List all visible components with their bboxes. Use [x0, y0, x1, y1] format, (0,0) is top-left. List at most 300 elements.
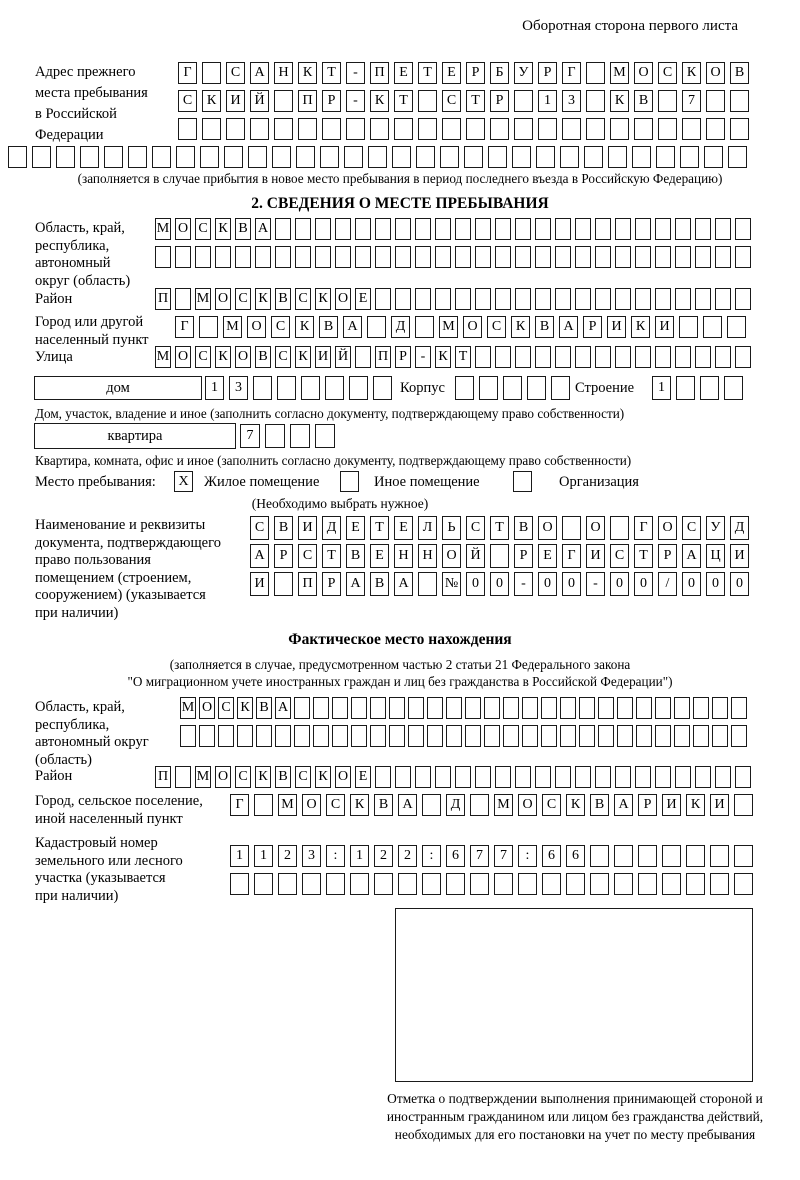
char-cell[interactable]	[715, 218, 731, 240]
char-cell[interactable]	[302, 873, 321, 895]
char-cell[interactable]: В	[634, 90, 653, 112]
char-cell[interactable]	[296, 146, 315, 168]
char-cell[interactable]	[706, 118, 725, 140]
char-cell[interactable]	[560, 725, 576, 747]
char-cell[interactable]: 1	[350, 845, 369, 867]
char-cell[interactable]	[695, 288, 711, 310]
char-cell[interactable]: К	[295, 346, 311, 368]
char-cell[interactable]	[579, 725, 595, 747]
char-cell[interactable]: А	[614, 794, 633, 816]
char-cell[interactable]	[373, 376, 392, 400]
char-cell[interactable]	[686, 845, 705, 867]
char-cell[interactable]: Н	[418, 544, 437, 568]
char-cell[interactable]	[315, 246, 331, 268]
char-cell[interactable]: 7	[682, 90, 701, 112]
char-cell[interactable]	[595, 346, 611, 368]
char-cell[interactable]	[389, 697, 405, 719]
char-cell[interactable]: Й	[466, 544, 485, 568]
char-cell[interactable]	[695, 218, 711, 240]
char-cell[interactable]	[514, 90, 533, 112]
char-cell[interactable]	[455, 246, 471, 268]
char-cell[interactable]: 2	[374, 845, 393, 867]
char-cell[interactable]: В	[274, 516, 293, 540]
char-cell[interactable]: О	[586, 516, 605, 540]
char-cell[interactable]	[522, 697, 538, 719]
char-cell[interactable]	[662, 873, 681, 895]
char-cell[interactable]	[635, 218, 651, 240]
char-cell[interactable]	[655, 766, 671, 788]
char-cell[interactable]: К	[255, 288, 271, 310]
char-cell[interactable]: В	[590, 794, 609, 816]
char-cell[interactable]	[595, 288, 611, 310]
char-cell[interactable]	[272, 146, 291, 168]
char-cell[interactable]: И	[655, 316, 674, 338]
char-cell[interactable]	[295, 246, 311, 268]
char-cell[interactable]: 0	[634, 572, 653, 596]
char-cell[interactable]	[730, 118, 749, 140]
char-cell[interactable]: О	[634, 62, 653, 84]
char-cell[interactable]	[712, 725, 728, 747]
char-cell[interactable]: И	[226, 90, 245, 112]
char-cell[interactable]	[566, 873, 585, 895]
char-cell[interactable]	[265, 424, 285, 448]
char-cell[interactable]: Г	[178, 62, 197, 84]
char-cell[interactable]	[427, 725, 443, 747]
char-cell[interactable]	[693, 697, 709, 719]
char-cell[interactable]	[535, 218, 551, 240]
char-cell[interactable]	[658, 90, 677, 112]
char-cell[interactable]	[427, 697, 443, 719]
char-cell[interactable]	[535, 346, 551, 368]
char-cell[interactable]	[294, 725, 310, 747]
char-cell[interactable]: К	[215, 218, 231, 240]
char-cell[interactable]: С	[610, 544, 629, 568]
char-cell[interactable]	[488, 146, 507, 168]
checkbox-other-premises[interactable]	[340, 471, 359, 492]
char-cell[interactable]	[175, 288, 191, 310]
char-cell[interactable]	[715, 288, 731, 310]
char-cell[interactable]: 0	[562, 572, 581, 596]
char-cell[interactable]: В	[346, 544, 365, 568]
char-cell[interactable]	[515, 766, 531, 788]
char-cell[interactable]	[475, 288, 491, 310]
char-cell[interactable]: С	[226, 62, 245, 84]
char-cell[interactable]: Н	[394, 544, 413, 568]
char-cell[interactable]: Т	[370, 516, 389, 540]
char-cell[interactable]	[693, 725, 709, 747]
char-cell[interactable]	[503, 725, 519, 747]
char-cell[interactable]: 2	[278, 845, 297, 867]
char-cell[interactable]: А	[250, 62, 269, 84]
char-cell[interactable]	[325, 376, 344, 400]
char-cell[interactable]	[435, 288, 451, 310]
char-cell[interactable]	[715, 346, 731, 368]
char-cell[interactable]: :	[422, 845, 441, 867]
char-cell[interactable]	[250, 118, 269, 140]
char-cell[interactable]	[355, 246, 371, 268]
char-cell[interactable]: А	[394, 572, 413, 596]
char-cell[interactable]	[392, 146, 411, 168]
char-cell[interactable]	[535, 766, 551, 788]
char-cell[interactable]	[555, 218, 571, 240]
char-cell[interactable]	[395, 766, 411, 788]
char-cell[interactable]	[350, 873, 369, 895]
char-cell[interactable]	[418, 90, 437, 112]
char-cell[interactable]: К	[202, 90, 221, 112]
char-cell[interactable]	[655, 246, 671, 268]
char-cell[interactable]	[682, 118, 701, 140]
char-cell[interactable]	[155, 246, 171, 268]
char-cell[interactable]	[494, 873, 513, 895]
char-cell[interactable]: М	[439, 316, 458, 338]
char-cell[interactable]: Ц	[706, 544, 725, 568]
char-cell[interactable]: С	[298, 544, 317, 568]
char-cell[interactable]	[374, 873, 393, 895]
char-cell[interactable]	[202, 62, 221, 84]
char-cell[interactable]	[56, 146, 75, 168]
char-cell[interactable]	[575, 288, 591, 310]
char-cell[interactable]	[275, 725, 291, 747]
char-cell[interactable]	[389, 725, 405, 747]
char-cell[interactable]	[466, 118, 485, 140]
char-cell[interactable]	[442, 118, 461, 140]
char-cell[interactable]	[675, 246, 691, 268]
char-cell[interactable]: С	[250, 516, 269, 540]
char-cell[interactable]: К	[315, 288, 331, 310]
char-cell[interactable]: Р	[466, 62, 485, 84]
char-cell[interactable]	[180, 725, 196, 747]
char-cell[interactable]: 0	[682, 572, 701, 596]
char-cell[interactable]	[636, 725, 652, 747]
char-cell[interactable]: В	[275, 288, 291, 310]
char-cell[interactable]	[727, 316, 746, 338]
char-cell[interactable]: С	[466, 516, 485, 540]
char-cell[interactable]: О	[302, 794, 321, 816]
char-cell[interactable]	[712, 697, 728, 719]
char-cell[interactable]: Й	[250, 90, 269, 112]
char-cell[interactable]: К	[350, 794, 369, 816]
char-cell[interactable]	[730, 90, 749, 112]
char-cell[interactable]: Т	[394, 90, 413, 112]
char-cell[interactable]: В	[235, 218, 251, 240]
char-cell[interactable]	[638, 873, 657, 895]
char-cell[interactable]: Е	[394, 516, 413, 540]
char-cell[interactable]: Е	[355, 766, 371, 788]
char-cell[interactable]: Т	[418, 62, 437, 84]
char-cell[interactable]: С	[295, 288, 311, 310]
char-cell[interactable]: О	[335, 766, 351, 788]
char-cell[interactable]	[638, 845, 657, 867]
char-cell[interactable]: У	[706, 516, 725, 540]
char-cell[interactable]: 1	[254, 845, 273, 867]
char-cell[interactable]	[560, 146, 579, 168]
char-cell[interactable]: К	[686, 794, 705, 816]
char-cell[interactable]	[595, 218, 611, 240]
char-cell[interactable]: А	[250, 544, 269, 568]
char-cell[interactable]: Е	[346, 516, 365, 540]
char-cell[interactable]	[8, 146, 27, 168]
char-cell[interactable]	[254, 794, 273, 816]
char-cell[interactable]	[503, 376, 522, 400]
char-cell[interactable]	[735, 246, 751, 268]
char-cell[interactable]	[655, 346, 671, 368]
char-cell[interactable]: М	[195, 288, 211, 310]
char-cell[interactable]: С	[658, 62, 677, 84]
char-cell[interactable]	[301, 376, 320, 400]
char-cell[interactable]: О	[538, 516, 557, 540]
char-cell[interactable]: И	[710, 794, 729, 816]
char-cell[interactable]	[634, 118, 653, 140]
char-cell[interactable]: Т	[322, 62, 341, 84]
char-cell[interactable]	[700, 376, 719, 400]
char-cell[interactable]: И	[730, 544, 749, 568]
char-cell[interactable]	[446, 697, 462, 719]
char-cell[interactable]	[695, 766, 711, 788]
char-cell[interactable]: Т	[490, 516, 509, 540]
char-cell[interactable]: С	[218, 697, 234, 719]
char-cell[interactable]: -	[346, 90, 365, 112]
char-cell[interactable]: К	[237, 697, 253, 719]
char-cell[interactable]	[202, 118, 221, 140]
char-cell[interactable]	[706, 90, 725, 112]
char-cell[interactable]	[541, 725, 557, 747]
char-cell[interactable]	[586, 118, 605, 140]
char-cell[interactable]: К	[682, 62, 701, 84]
char-cell[interactable]: 7	[240, 424, 260, 448]
char-cell[interactable]: С	[178, 90, 197, 112]
char-cell[interactable]	[455, 766, 471, 788]
char-cell[interactable]	[475, 766, 491, 788]
char-cell[interactable]	[656, 146, 675, 168]
char-cell[interactable]	[615, 288, 631, 310]
char-cell[interactable]	[735, 766, 751, 788]
char-cell[interactable]	[237, 725, 253, 747]
char-cell[interactable]: Т	[634, 544, 653, 568]
char-cell[interactable]	[418, 118, 437, 140]
char-cell[interactable]: А	[343, 316, 362, 338]
char-cell[interactable]	[394, 118, 413, 140]
char-cell[interactable]	[355, 218, 371, 240]
char-cell[interactable]: О	[658, 516, 677, 540]
char-cell[interactable]	[551, 376, 570, 400]
char-cell[interactable]: М	[278, 794, 297, 816]
char-cell[interactable]	[175, 246, 191, 268]
char-cell[interactable]: Р	[638, 794, 657, 816]
char-cell[interactable]	[351, 697, 367, 719]
char-cell[interactable]: 6	[446, 845, 465, 867]
char-cell[interactable]: С	[487, 316, 506, 338]
char-cell[interactable]	[615, 218, 631, 240]
char-cell[interactable]	[335, 218, 351, 240]
char-cell[interactable]	[495, 288, 511, 310]
char-cell[interactable]: Е	[394, 62, 413, 84]
char-cell[interactable]	[503, 697, 519, 719]
char-cell[interactable]	[635, 346, 651, 368]
char-cell[interactable]: М	[494, 794, 513, 816]
char-cell[interactable]	[178, 118, 197, 140]
char-cell[interactable]: 0	[466, 572, 485, 596]
char-cell[interactable]	[514, 118, 533, 140]
char-cell[interactable]	[465, 725, 481, 747]
char-cell[interactable]	[395, 246, 411, 268]
char-cell[interactable]	[455, 288, 471, 310]
char-cell[interactable]: И	[298, 516, 317, 540]
char-cell[interactable]	[715, 766, 731, 788]
char-cell[interactable]: 7	[470, 845, 489, 867]
char-cell[interactable]	[446, 873, 465, 895]
char-cell[interactable]: Г	[230, 794, 249, 816]
char-cell[interactable]: 1	[230, 845, 249, 867]
char-cell[interactable]: К	[435, 346, 451, 368]
char-cell[interactable]	[518, 873, 537, 895]
char-cell[interactable]: О	[463, 316, 482, 338]
char-cell[interactable]	[295, 218, 311, 240]
char-cell[interactable]	[375, 288, 391, 310]
char-cell[interactable]	[731, 725, 747, 747]
char-cell[interactable]	[542, 873, 561, 895]
char-cell[interactable]	[710, 873, 729, 895]
char-cell[interactable]	[315, 424, 335, 448]
char-cell[interactable]	[608, 146, 627, 168]
char-cell[interactable]	[710, 845, 729, 867]
char-cell[interactable]	[655, 697, 671, 719]
char-cell[interactable]: А	[682, 544, 701, 568]
char-cell[interactable]	[294, 697, 310, 719]
char-cell[interactable]: К	[255, 766, 271, 788]
char-cell[interactable]	[590, 845, 609, 867]
char-cell[interactable]	[278, 873, 297, 895]
char-cell[interactable]: В	[535, 316, 554, 338]
char-cell[interactable]	[344, 146, 363, 168]
char-cell[interactable]	[224, 146, 243, 168]
char-cell[interactable]	[632, 146, 651, 168]
char-cell[interactable]	[355, 346, 371, 368]
char-cell[interactable]: С	[542, 794, 561, 816]
char-cell[interactable]: К	[610, 90, 629, 112]
char-cell[interactable]	[104, 146, 123, 168]
char-cell[interactable]: П	[370, 62, 389, 84]
char-cell[interactable]: А	[559, 316, 578, 338]
char-cell[interactable]	[254, 873, 273, 895]
char-cell[interactable]	[398, 873, 417, 895]
char-cell[interactable]	[290, 424, 310, 448]
char-cell[interactable]	[555, 246, 571, 268]
char-cell[interactable]	[218, 725, 234, 747]
char-cell[interactable]	[275, 246, 291, 268]
char-cell[interactable]	[734, 794, 753, 816]
char-cell[interactable]: Р	[274, 544, 293, 568]
char-cell[interactable]	[658, 118, 677, 140]
char-cell[interactable]: Д	[391, 316, 410, 338]
char-cell[interactable]: М	[223, 316, 242, 338]
checkbox-organization[interactable]	[513, 471, 532, 492]
char-cell[interactable]	[584, 146, 603, 168]
char-cell[interactable]	[562, 118, 581, 140]
char-cell[interactable]: 7	[494, 845, 513, 867]
char-cell[interactable]	[615, 346, 631, 368]
char-cell[interactable]: В	[514, 516, 533, 540]
char-cell[interactable]	[610, 118, 629, 140]
char-cell[interactable]	[715, 246, 731, 268]
char-cell[interactable]: М	[610, 62, 629, 84]
char-cell[interactable]	[326, 873, 345, 895]
char-cell[interactable]	[370, 725, 386, 747]
char-cell[interactable]: О	[442, 544, 461, 568]
char-cell[interactable]: С	[275, 346, 291, 368]
char-cell[interactable]	[735, 346, 751, 368]
char-cell[interactable]	[635, 766, 651, 788]
char-cell[interactable]: А	[275, 697, 291, 719]
char-cell[interactable]	[484, 697, 500, 719]
char-cell[interactable]: -	[514, 572, 533, 596]
char-cell[interactable]: 1	[538, 90, 557, 112]
char-cell[interactable]	[598, 725, 614, 747]
char-cell[interactable]	[614, 845, 633, 867]
char-cell[interactable]: В	[730, 62, 749, 84]
char-cell[interactable]: Л	[418, 516, 437, 540]
char-cell[interactable]: Е	[355, 288, 371, 310]
char-cell[interactable]	[695, 246, 711, 268]
char-cell[interactable]	[415, 316, 434, 338]
char-cell[interactable]	[395, 218, 411, 240]
char-cell[interactable]	[538, 118, 557, 140]
char-cell[interactable]: В	[256, 697, 272, 719]
char-cell[interactable]	[435, 766, 451, 788]
char-cell[interactable]	[298, 118, 317, 140]
char-cell[interactable]	[575, 766, 591, 788]
char-cell[interactable]: У	[514, 62, 533, 84]
char-cell[interactable]	[484, 725, 500, 747]
char-cell[interactable]	[235, 246, 251, 268]
char-cell[interactable]: О	[175, 346, 191, 368]
char-cell[interactable]	[535, 288, 551, 310]
char-cell[interactable]	[555, 766, 571, 788]
char-cell[interactable]	[422, 794, 441, 816]
char-cell[interactable]: М	[180, 697, 196, 719]
char-cell[interactable]: 0	[490, 572, 509, 596]
char-cell[interactable]	[256, 725, 272, 747]
char-cell[interactable]: К	[631, 316, 650, 338]
char-cell[interactable]	[615, 766, 631, 788]
char-cell[interactable]: -	[415, 346, 431, 368]
char-cell[interactable]	[418, 572, 437, 596]
char-cell[interactable]: Д	[730, 516, 749, 540]
char-cell[interactable]	[674, 725, 690, 747]
char-cell[interactable]	[416, 146, 435, 168]
char-cell[interactable]	[515, 218, 531, 240]
char-cell[interactable]: А	[255, 218, 271, 240]
char-cell[interactable]: С	[442, 90, 461, 112]
char-cell[interactable]	[408, 725, 424, 747]
char-cell[interactable]: В	[275, 766, 291, 788]
char-cell[interactable]: М	[195, 766, 211, 788]
char-cell[interactable]	[152, 146, 171, 168]
char-cell[interactable]: №	[442, 572, 461, 596]
char-cell[interactable]: О	[215, 766, 231, 788]
char-cell[interactable]	[674, 697, 690, 719]
char-cell[interactable]	[614, 873, 633, 895]
char-cell[interactable]	[313, 697, 329, 719]
char-cell[interactable]	[617, 725, 633, 747]
char-cell[interactable]	[332, 697, 348, 719]
char-cell[interactable]: Ь	[442, 516, 461, 540]
char-cell[interactable]	[495, 246, 511, 268]
char-cell[interactable]: Р	[514, 544, 533, 568]
char-cell[interactable]	[415, 246, 431, 268]
char-cell[interactable]	[274, 118, 293, 140]
char-cell[interactable]	[470, 873, 489, 895]
char-cell[interactable]	[315, 218, 331, 240]
